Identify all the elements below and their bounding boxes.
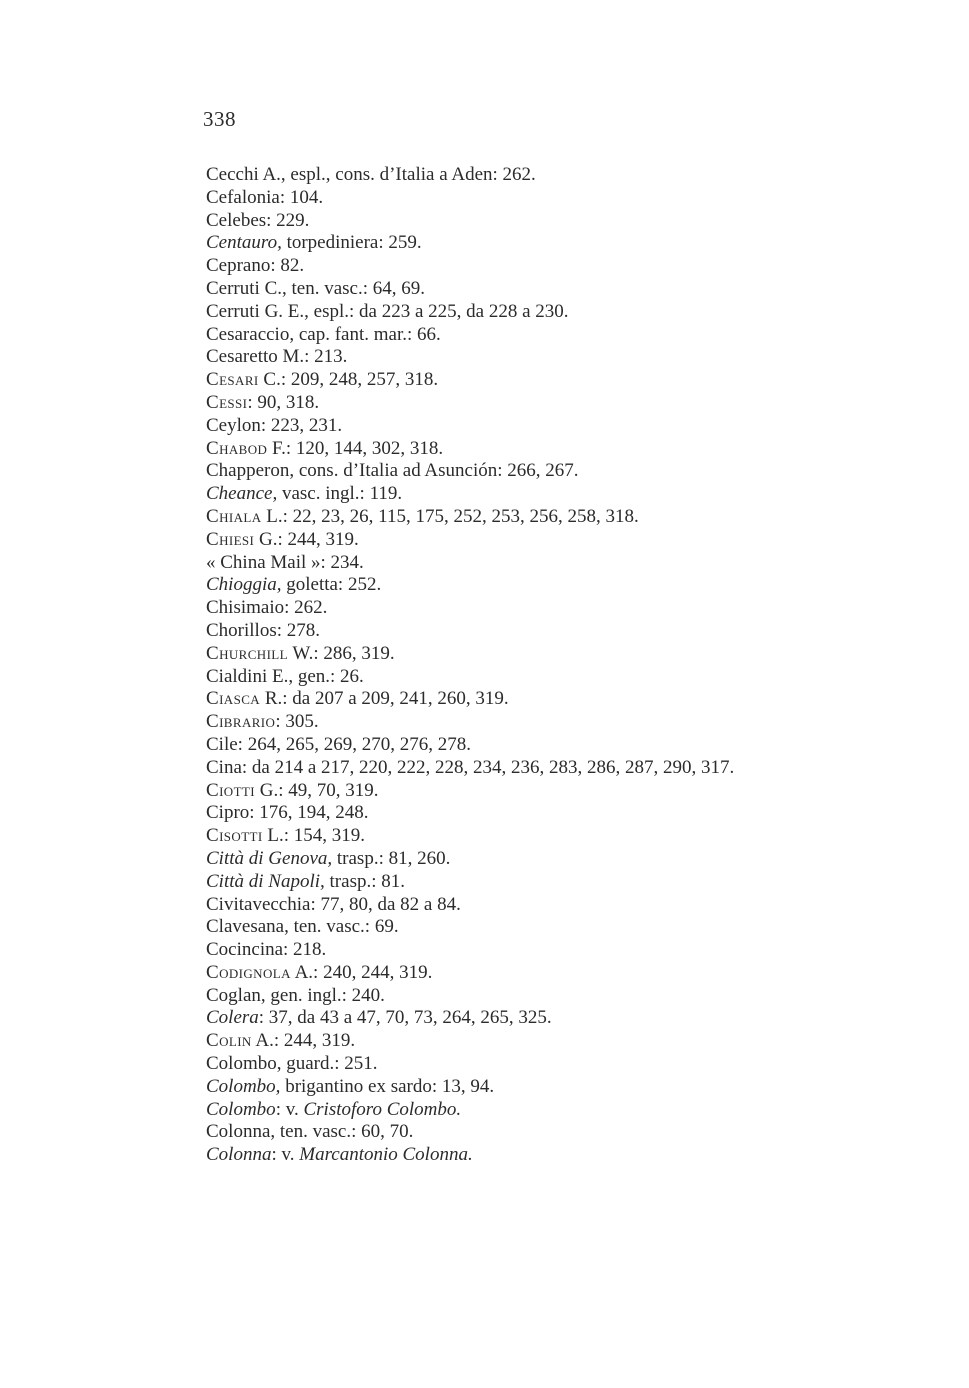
index-entry [206, 780, 926, 803]
entry-italic-text: Colombo [206, 1098, 276, 1120]
index-entry [206, 460, 926, 483]
index-entry [206, 734, 926, 757]
index-entry [206, 825, 926, 848]
index-entry [206, 1030, 926, 1053]
entry-text: : v. [275, 1098, 304, 1120]
entry-text: Cerruti G. E., espl.: da 223 a 225, da 228 a 230. [206, 300, 569, 322]
entry-name-smallcaps: Churchill [206, 642, 288, 664]
entry-text: trasp.: 81, 260. [332, 847, 451, 869]
entry-text: Ceprano: 82. [206, 255, 305, 277]
entry-text: Cipro: 176, 194, 248. [206, 802, 369, 824]
entry-name-smallcaps: Cisotti [206, 825, 263, 847]
entry-text: A.: 244, 319. [251, 1030, 356, 1052]
index-entry [206, 962, 926, 985]
index-entry [206, 529, 926, 552]
index-entry [206, 301, 926, 324]
index-entry [206, 506, 926, 529]
entry-name-smallcaps: Ciasca [206, 688, 261, 710]
entry-name-smallcaps: Chiala [206, 505, 262, 527]
index-entry [206, 985, 926, 1008]
index-entry [206, 1076, 926, 1099]
entry-name-smallcaps: Chabod [206, 437, 268, 459]
index-entry [206, 255, 926, 278]
entry-text: trasp.: 81. [324, 870, 405, 892]
entry-name-smallcaps: Chiesi [206, 528, 255, 550]
index-entry [206, 346, 926, 369]
entry-text: Cialdini E., gen.: 26. [206, 665, 364, 687]
entry-text: Ceylon: 223, 231. [206, 414, 343, 436]
index-entry [206, 392, 926, 415]
entry-text: goletta: 252. [281, 574, 382, 596]
entry-name-smallcaps: Ciotti [206, 779, 256, 801]
entry-text: Cesaraccio, cap. fant. mar.: 66. [206, 323, 441, 345]
index-entry [206, 552, 926, 575]
index-entry [206, 369, 926, 392]
index-entry [206, 1053, 926, 1076]
entry-italic-text: Centauro, [206, 232, 282, 254]
index-entry [206, 939, 926, 962]
entry-text: Civitavecchia: 77, 80, da 82 a 84. [206, 893, 461, 915]
index-entry [206, 1144, 926, 1167]
entry-italic-text: Cristoforo Colombo. [303, 1098, 462, 1120]
index-entry [206, 438, 926, 461]
index-entry [206, 620, 926, 643]
entry-text: G.: 49, 70, 319. [255, 779, 379, 801]
entry-text: C.: 209, 248, 257, 318. [258, 369, 439, 391]
entry-text: Colombo, guard.: 251. [206, 1053, 378, 1075]
entry-name-smallcaps: Cesari [206, 369, 259, 391]
entry-text: Cerruti C., ten. vasc.: 64, 69. [206, 277, 425, 299]
entry-text: Cina: da 214 a 217, 220, 222, 228, 234, 236, 283, 286, 287, 290, 317. [206, 756, 735, 778]
entry-name-smallcaps: Codignola [206, 961, 291, 983]
entry-italic-text: Cheance, [206, 483, 278, 505]
index-entry [206, 688, 926, 711]
entry-text: W.: 286, 319. [288, 642, 395, 664]
index-entry [206, 574, 926, 597]
entry-text: Chorillos: 278. [206, 619, 321, 641]
index-entry [206, 666, 926, 689]
index-entry [206, 1121, 926, 1144]
entry-text: Cile: 264, 265, 269, 270, 276, 278. [206, 733, 471, 755]
entry-italic-text: Colombo, [206, 1075, 281, 1097]
index-entry [206, 278, 926, 301]
entry-text: : v. [271, 1144, 300, 1166]
entry-text: Chisimaio: 262. [206, 597, 328, 619]
entry-text: : 37, da 43 a 47, 70, 73, 264, 265, 325. [258, 1007, 552, 1029]
entry-text: G.: 244, 319. [254, 528, 359, 550]
entry-italic-text: Città di Genova, [206, 847, 333, 869]
index-entry [206, 916, 926, 939]
entry-italic-text: Chioggia, [206, 574, 282, 596]
page-number: 338 [203, 107, 236, 131]
index-entry [206, 232, 926, 255]
entry-text: Chapperon, cons. d’Italia ad Asunción: 266, 267. [206, 460, 579, 482]
entry-text: Cocincina: 218. [206, 939, 327, 961]
entry-text: Clavesana, ten. vasc.: 69. [206, 916, 399, 938]
entry-text: Cefalonia: 104. [206, 186, 324, 208]
entry-text: F.: 120, 144, 302, 318. [267, 437, 444, 459]
entry-text: Cesaretto M.: 213. [206, 346, 348, 368]
index-entry [206, 1099, 926, 1122]
entry-text: « China Mail »: 234. [206, 551, 364, 573]
entry-text: R.: da 207 a 209, 241, 260, 319. [260, 688, 509, 710]
index-entry [206, 1007, 926, 1030]
entry-name-smallcaps: Colin [206, 1030, 252, 1052]
index-entry [206, 415, 926, 438]
index-entry [206, 848, 926, 871]
entry-italic-text: Colonna [206, 1144, 272, 1166]
entry-text: Celebes: 229. [206, 209, 310, 231]
entry-text: L.: 154, 319. [262, 825, 366, 847]
index-entry [206, 643, 926, 666]
index-entry [206, 871, 926, 894]
index-entry [206, 757, 926, 780]
index-list [206, 164, 926, 1167]
entry-text: A.: 240, 244, 319. [290, 961, 433, 983]
index-entry [206, 164, 926, 187]
entry-name-smallcaps: Cessi [206, 391, 248, 413]
entry-text: torpediniera: 259. [281, 232, 422, 254]
entry-text: vasc. ingl.: 119. [277, 483, 403, 505]
entry-text: brigantino ex sardo: 13, 94. [280, 1075, 495, 1097]
index-entry [206, 324, 926, 347]
index-entry [206, 802, 926, 825]
entry-text: L.: 22, 23, 26, 115, 175, 252, 253, 256, 258, 318. [261, 505, 639, 527]
index-entry [206, 894, 926, 917]
entry-text: Colonna, ten. vasc.: 60, 70. [206, 1121, 414, 1143]
entry-text: : 90, 318. [247, 391, 320, 413]
entry-text: Cecchi A., espl., cons. d’Italia a Aden: 262. [206, 164, 536, 185]
index-entry [206, 483, 926, 506]
index-entry [206, 187, 926, 210]
entry-italic-text: Città di Napoli, [206, 870, 325, 892]
entry-text: Coglan, gen. ingl.: 240. [206, 984, 385, 1006]
entry-text: : 305. [275, 711, 319, 733]
index-entry [206, 597, 926, 620]
entry-name-smallcaps: Cibrario [206, 711, 276, 733]
index-entry [206, 210, 926, 233]
entry-italic-text: Marcantonio Colonna. [299, 1144, 473, 1166]
index-entry [206, 711, 926, 734]
entry-italic-text: Colera [206, 1007, 259, 1029]
